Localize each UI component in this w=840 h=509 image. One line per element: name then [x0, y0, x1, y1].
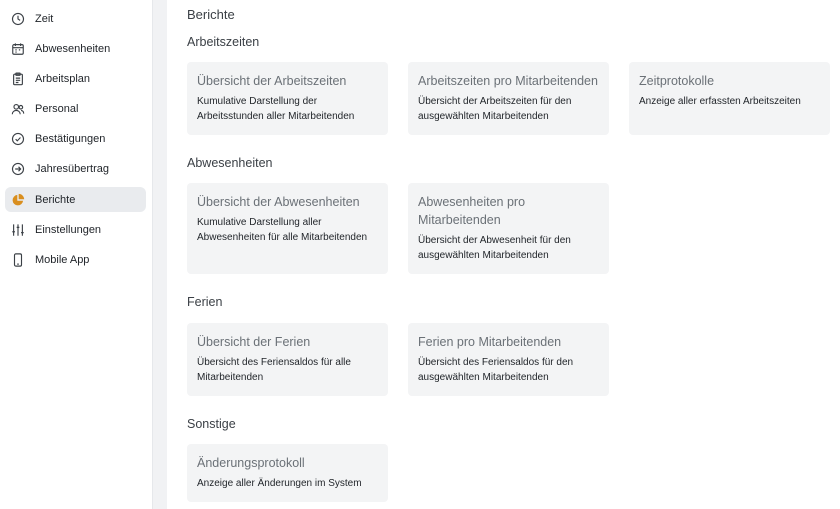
clock-icon: [11, 12, 25, 26]
arrow-circle-icon: [11, 162, 25, 176]
report-card-arbeitszeiten-pro-mitarbeitenden[interactable]: [408, 62, 609, 135]
sidebar-item-label: Personal: [35, 102, 79, 115]
card-description: Kumulative Darstellung der Arbeitsstunden aller Mitarbeitenden: [197, 96, 355, 122]
report-card-ferien-uebersicht[interactable]: [187, 323, 388, 396]
section-title-sonstige: Sonstige: [187, 417, 236, 431]
check-circle-icon: [11, 132, 25, 146]
sidebar-item-einstellungen[interactable]: [5, 217, 146, 242]
sidebar-item-label: Zeit: [35, 12, 54, 25]
card-description: Anzeige aller Änderungen im System: [197, 478, 362, 489]
sidebar-item-label: Mobile App: [35, 253, 90, 266]
calendar-icon: [11, 42, 25, 56]
section-title-ferien: Ferien: [187, 295, 223, 309]
sidebar-item-mobile-app[interactable]: [5, 247, 146, 272]
sidebar-item-label: Abwesenheiten: [35, 42, 111, 55]
clipboard-icon: [11, 72, 25, 86]
sidebar-item-arbeitsplan[interactable]: [5, 66, 146, 91]
report-card-abwesenheiten-uebersicht[interactable]: [187, 183, 388, 274]
card-description: Übersicht der Abwesenheit für den ausgewählten Mitarbeitenden: [418, 235, 571, 261]
sidebar-item-abwesenheiten[interactable]: [5, 36, 146, 61]
card-title: Abwesenheiten pro Mitarbeitenden: [418, 195, 526, 227]
sidebar-item-bestaetigungen[interactable]: [5, 126, 146, 151]
sidebar-item-label: Arbeitsplan: [35, 72, 91, 85]
card-title: Übersicht der Ferien: [197, 335, 311, 349]
sidebar-item-label: Einstellungen: [35, 223, 102, 236]
sidebar-item-label: Bestätigungen: [35, 132, 106, 145]
section-title-abwesenheiten: Abwesenheiten: [187, 156, 273, 170]
card-title: Übersicht der Abwesenheiten: [197, 195, 360, 209]
page-title: Berichte: [187, 7, 235, 22]
report-card-aenderungsprotokoll[interactable]: [187, 444, 388, 502]
sidebar-divider: [153, 0, 167, 509]
report-card-zeitprotokolle[interactable]: [629, 62, 830, 135]
card-description: Übersicht des Feriensaldos für den ausgewählten Mitarbeitenden: [418, 357, 574, 383]
sliders-icon: [11, 223, 25, 237]
main-content: [167, 0, 840, 509]
sidebar-item-zeit[interactable]: [5, 6, 146, 31]
card-description: Kumulative Darstellung aller Abwesenheiten für alle Mitarbeitenden: [197, 217, 368, 243]
report-card-ferien-pro-mitarbeitenden[interactable]: [408, 323, 609, 396]
card-title: Ferien pro Mitarbeitenden: [418, 335, 562, 349]
card-description: Übersicht der Arbeitszeiten für den ausgewählten Mitarbeitenden: [418, 96, 572, 122]
sidebar-item-label: Jahresübertrag: [35, 162, 109, 175]
report-card-abwesenheiten-pro-mitarbeitenden[interactable]: [408, 183, 609, 274]
sidebar-item-jahresuebertrag[interactable]: [5, 156, 146, 181]
sidebar: [0, 0, 153, 509]
sidebar-item-berichte[interactable]: [5, 187, 146, 212]
card-description: Anzeige aller erfassten Arbeitszeiten: [639, 96, 801, 107]
mobile-icon: [11, 253, 25, 267]
people-icon: [11, 102, 25, 116]
sidebar-item-label: Berichte: [35, 193, 76, 206]
card-description: Übersicht des Feriensaldos für alle Mitarbeitenden: [197, 357, 351, 383]
pie-chart-icon: [11, 193, 25, 207]
card-title: Änderungsprotokoll: [197, 456, 305, 470]
section-title-arbeitszeiten: Arbeitszeiten: [187, 35, 260, 49]
card-title: Arbeitszeiten pro Mitarbeitenden: [418, 74, 598, 88]
report-card-arbeitszeiten-uebersicht[interactable]: [187, 62, 388, 135]
sidebar-item-personal[interactable]: [5, 96, 146, 121]
card-title: Zeitprotokolle: [639, 74, 715, 88]
card-title: Übersicht der Arbeitszeiten: [197, 74, 347, 88]
